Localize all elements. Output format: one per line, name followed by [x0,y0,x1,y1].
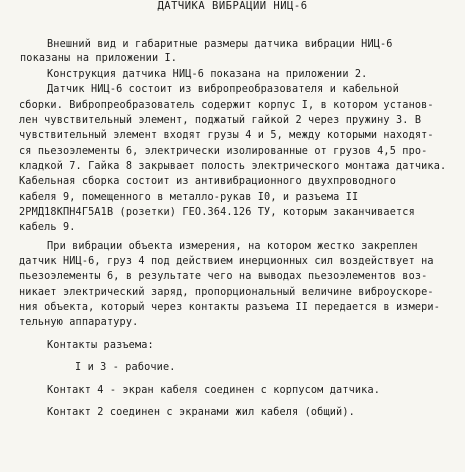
text-line: лен чувствительный элемент, поджатый гайкой 2 через пружину 3. В [19,115,422,126]
text-line: ся пьезоэлементы 6, электрически изолированные от грузов 4,5 про- [19,146,428,157]
contact-item: Контакт 2 соединен с экранами жил кабеля (общий). [47,407,355,418]
contact-item: Контакт 4 - экран кабеля соединен с корпусом датчика. [47,385,381,396]
text-line: датчик НИЦ-6, груз 4 под действием инерционных сил воздействует на [19,256,434,267]
text-line: Кабельная сборка состоит из антивибрационного двухпроводного [19,176,397,187]
text-line: Конструкция датчика НИЦ-6 показана на приложении 2. [47,69,368,80]
text-line: показаны на приложении I. [20,53,178,64]
text-line: кабель 9. [19,222,76,233]
text-line: кладкой 7. Гайка 8 закрывает полость электрического монтажа датчика. [19,161,447,172]
document-title: ДАТЧИКА ВИБРАЦИИ НИЦ-6 [157,0,308,12]
text-line: Датчик НИЦ-6 состоит из вибропреобразователя и кабельной [47,84,399,95]
text-line: пьезоэлементы 6, в результате чего на выводах пьезоэлементов воз- [19,271,428,282]
text-line: чувствительный элемент входят грузы 4 и 5, между которыми находят- [19,130,434,141]
text-line: ния объекта, который через контакты разъема II передается в измери- [19,302,440,313]
text-line: 2РМД18КПН4Г5А1В (розетки) ГЕО.364.126 ТУ, которым заканчивается [19,207,415,218]
text-line: кабеля 9, помещенного в металло-рукав I0, и разъема II [19,192,359,203]
text-line: сборки. Вибропреобразователь содержит корпус I, в котором установ- [19,100,434,111]
contacts-heading: Контакты разъема: [47,340,154,351]
text-line: Внешний вид и габаритные размеры датчика вибрации НИЦ-6 [47,39,393,50]
text-line: тельную аппаратуру. [19,317,139,328]
text-line: При вибрации объекта измерения, на котором жестко закреплен [47,241,418,252]
contact-item: I и 3 - рабочие. [75,362,176,373]
text-line: никает электрический заряд, пропорциональный величине виброускоре- [19,287,434,298]
